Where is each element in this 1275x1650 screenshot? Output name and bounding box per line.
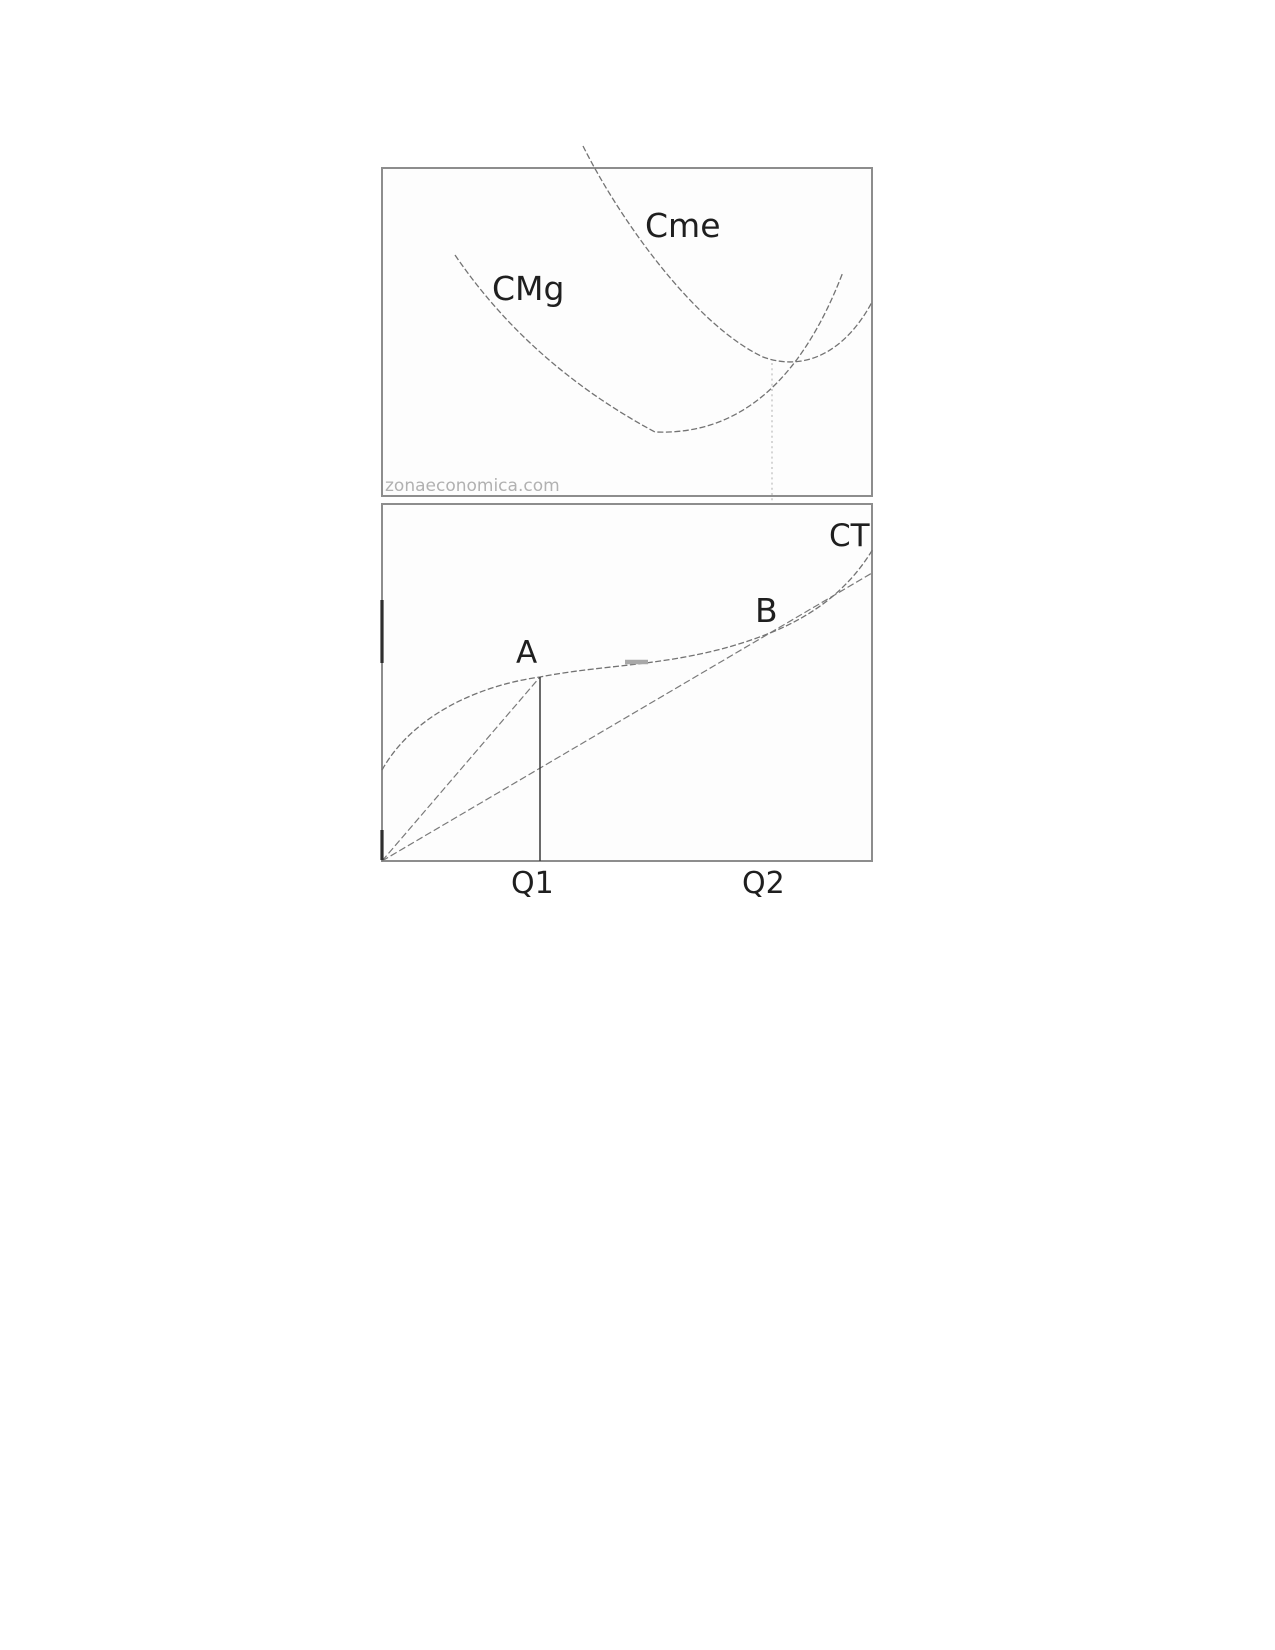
cme-label: Cme	[645, 206, 721, 245]
charts-svg	[355, 125, 885, 905]
watermark-text: zonaeconomica.com	[385, 476, 560, 496]
top-chart-frame	[382, 168, 872, 496]
ct-label: CT	[829, 518, 870, 554]
point-b-label: B	[755, 591, 778, 630]
cmg-label: CMg	[492, 269, 565, 308]
q1-axis-label: Q1	[511, 866, 554, 901]
bottom-chart-ct	[382, 504, 873, 901]
q2-axis-label: Q2	[742, 866, 785, 901]
point-a-label: A	[516, 635, 538, 671]
figure-grafico-3	[355, 125, 885, 905]
bottom-chart-frame	[382, 504, 872, 861]
